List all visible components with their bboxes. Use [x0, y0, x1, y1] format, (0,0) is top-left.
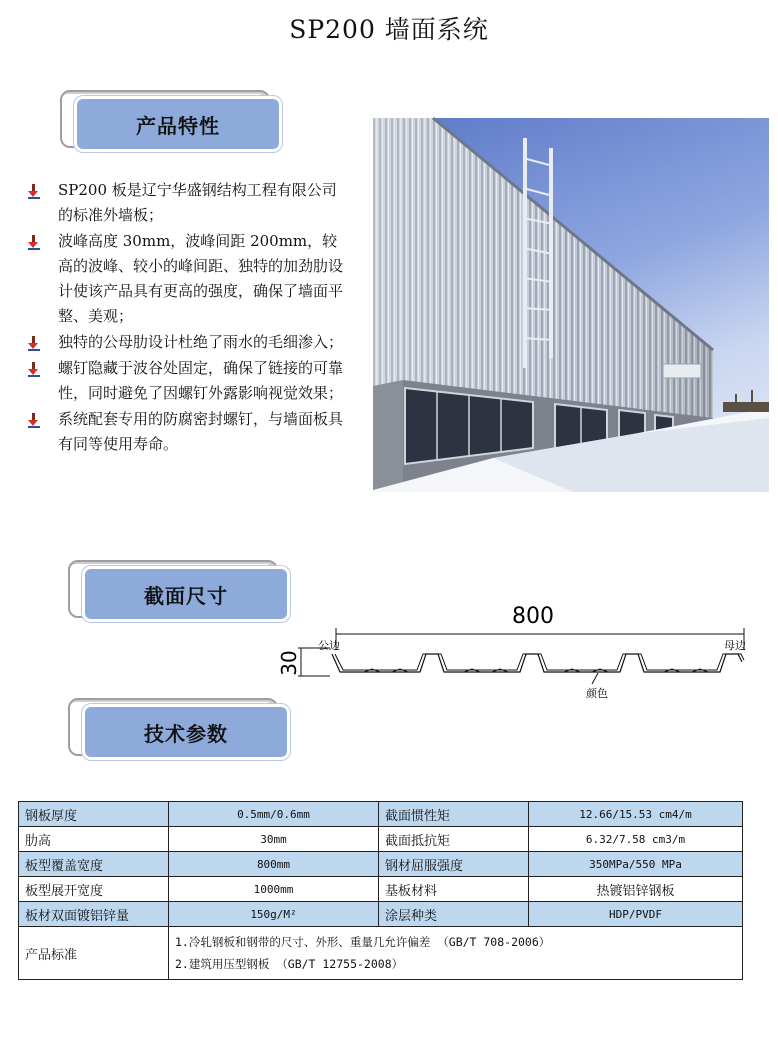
- building-illustration: [373, 118, 769, 492]
- table-row: [19, 877, 743, 902]
- spec-table: [18, 801, 743, 980]
- param-label: 截面惯性矩: [379, 802, 529, 827]
- param-value: 6.32/7.58 cm3/m: [529, 827, 743, 852]
- feature-text: 独特的公母肋设计杜绝了雨水的毛细渗入；: [58, 333, 344, 351]
- section-header-label: 截面尺寸: [82, 566, 290, 622]
- arrow-down-bullet-icon: [28, 184, 40, 198]
- section-header-features: [60, 90, 280, 148]
- table-row: [19, 802, 743, 827]
- table-row: [19, 827, 743, 852]
- table-row: [19, 852, 743, 877]
- standard-item: 1.冷轧钢板和钢带的尺寸、外形、重量几允许偏差 （GB/T 708-2006）: [175, 935, 551, 949]
- feature-text: 系统配套专用的防腐密封螺钉，与墙面板具有同等使用寿命。: [58, 410, 344, 453]
- param-label: 基板材料: [379, 877, 529, 902]
- feature-text: 波峰高度 30mm，波峰间距 200mm，较高的波峰、较小的峰间距、独特的加劲肋设计使该产品具有更高的强度，确保了墙面平整、美观；: [58, 232, 344, 325]
- param-value: 热镀铝锌钢板: [529, 877, 743, 902]
- param-value: 800mm: [169, 852, 379, 877]
- building-photo: [373, 118, 769, 492]
- param-value: 150g/M²: [169, 902, 379, 927]
- color-side-leader: [592, 673, 598, 684]
- arrow-down-bullet-icon: [28, 235, 40, 249]
- arrow-down-bullet-icon: [28, 413, 40, 427]
- feature-text: SP200 板是辽宁华盛钢结构工程有限公司的标准外墙板；: [58, 181, 337, 224]
- param-label: 板材双面镀铝锌量: [19, 902, 169, 927]
- width-dimension-label: 800: [512, 604, 554, 629]
- standards-cell: [169, 927, 743, 980]
- color-side-label: 颜色: [586, 687, 608, 700]
- profile-outline-inner: [335, 654, 744, 670]
- page-title: SP200 墙面系统: [289, 15, 489, 44]
- section-header-label: 技术参数: [82, 704, 290, 760]
- feature-item: [24, 229, 350, 329]
- feature-item: [24, 178, 350, 228]
- param-label: 钢板厚度: [19, 802, 169, 827]
- param-label: 截面抵抗矩: [379, 827, 529, 852]
- feature-item: [24, 407, 350, 457]
- section-header-size: [68, 560, 288, 618]
- table-row: [19, 927, 743, 980]
- male-edge-label: 公边: [318, 639, 340, 652]
- param-value: 12.66/15.53 cm4/m: [529, 802, 743, 827]
- param-label: 涂层种类: [379, 902, 529, 927]
- param-value: 30mm: [169, 827, 379, 852]
- female-edge-label: 母边: [724, 639, 746, 652]
- param-label: 板型展开宽度: [19, 877, 169, 902]
- table-row: [19, 902, 743, 927]
- param-value: HDP/PVDF: [529, 902, 743, 927]
- feature-item: [24, 330, 350, 355]
- param-value: 1000mm: [169, 877, 379, 902]
- section-header-tech-params: [68, 698, 288, 756]
- param-value: 0.5mm/0.6mm: [169, 802, 379, 827]
- param-label: 板型覆盖宽度: [19, 852, 169, 877]
- profile-drawing: [277, 596, 760, 708]
- standard-item: 2.建筑用压型钢板 （GB/T 12755-2008）: [175, 957, 404, 971]
- height-dimension-label: 30: [277, 650, 301, 676]
- param-label: 钢材屈服强度: [379, 852, 529, 877]
- section-header-label: 产品特性: [74, 96, 282, 152]
- param-label: 产品标准: [19, 927, 169, 980]
- param-value: 350MPa/550 MPa: [529, 852, 743, 877]
- arrow-down-bullet-icon: [28, 336, 40, 350]
- features-list: [24, 178, 350, 457]
- feature-text: 螺钉隐藏于波谷处固定，确保了链接的可靠性，同时避免了因螺钉外露影响视觉效果；: [58, 359, 344, 402]
- param-label: 肋高: [19, 827, 169, 852]
- arrow-down-bullet-icon: [28, 362, 40, 376]
- feature-item: [24, 356, 350, 406]
- profile-outline: [332, 654, 742, 672]
